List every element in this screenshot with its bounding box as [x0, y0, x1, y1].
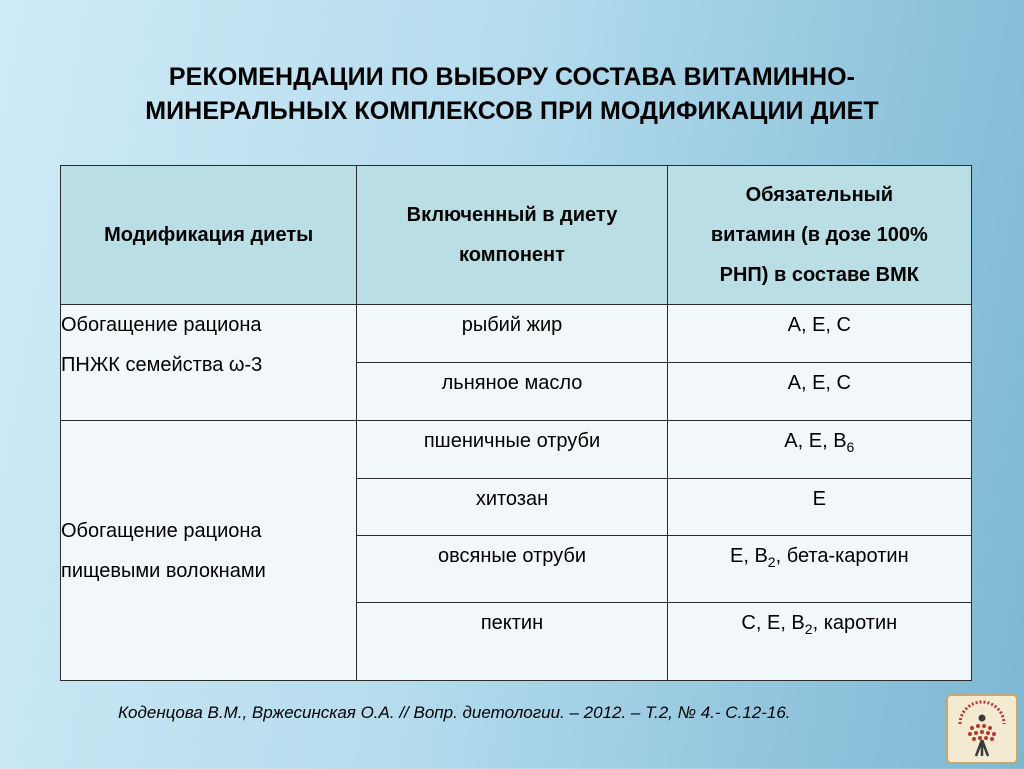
table-row — [61, 305, 972, 363]
header-vitamin-line2: витамин (в дозе 100% — [710, 224, 928, 246]
modification-line2: ПНЖК семейства ω-3 — [61, 354, 263, 376]
title-line-2: МИНЕРАЛЬНЫХ КОМПЛЕКСОВ ПРИ МОДИФИКАЦИИ ДИЕТ — [145, 97, 879, 125]
modification-line1: Обогащение рациона — [61, 519, 262, 542]
header-vitamin — [667, 166, 971, 305]
vitamin-main: А, Е, В — [784, 430, 847, 452]
component-cell: льняное масло — [357, 363, 667, 421]
header-component — [357, 166, 667, 305]
header-vitamin-line1: Обязательный — [745, 184, 894, 206]
title-line-1: РЕКОМЕНДАЦИИ ПО ВЫБОРУ СОСТАВА ВИТАМИННО- — [168, 63, 856, 91]
modification-fiber — [61, 421, 357, 681]
vitamin-main: Е — [812, 488, 826, 510]
header-row — [61, 166, 972, 305]
slide-title — [60, 60, 964, 128]
modification-line2: пищевыми волокнами — [61, 559, 266, 582]
table-row — [61, 421, 972, 479]
recommendations-table — [60, 165, 972, 681]
citation: Коденцова В.М., Вржесинская О.А. // Вопр. диетологии. – 2012. – Т.2, № 4.- С.12-16. — [118, 703, 791, 722]
vitamin-cell: А, Е, С — [667, 305, 971, 363]
header-component-line1: Включенный в диету — [406, 204, 618, 226]
vitamin-cell — [667, 536, 971, 603]
header-component-line2: компонент — [459, 244, 565, 266]
vitamin-cell: А, Е, С — [667, 363, 971, 421]
vitamin-cell — [667, 421, 971, 479]
header-modification: Модификация диеты — [61, 166, 357, 305]
vitamin-main: Е, В — [730, 545, 768, 567]
component-cell: пшеничные отруби — [357, 421, 667, 479]
component-cell: хитозан — [357, 479, 667, 536]
vitamin-cell — [667, 479, 971, 536]
vitamin-subscript: 2 — [804, 621, 813, 637]
modification-line1: Обогащение рациона — [61, 314, 262, 336]
vitamin-main: С, Е, В — [741, 612, 805, 634]
component-cell: овсяные отруби — [357, 536, 667, 603]
component-cell: рыбий жир — [357, 305, 667, 363]
vitamin-subscript: 6 — [846, 439, 855, 455]
vitamin-tail: , каротин — [812, 612, 898, 634]
vitamin-tail: , бета-каротин — [775, 545, 909, 567]
vitamin-subscript: 2 — [767, 554, 776, 570]
modification-omega3 — [61, 305, 357, 421]
vitamin-cell — [667, 603, 971, 681]
nutrition-society-logo-icon — [946, 694, 1018, 764]
header-vitamin-line3: РНП) в составе ВМК — [719, 264, 919, 286]
component-cell: пектин — [357, 603, 667, 681]
